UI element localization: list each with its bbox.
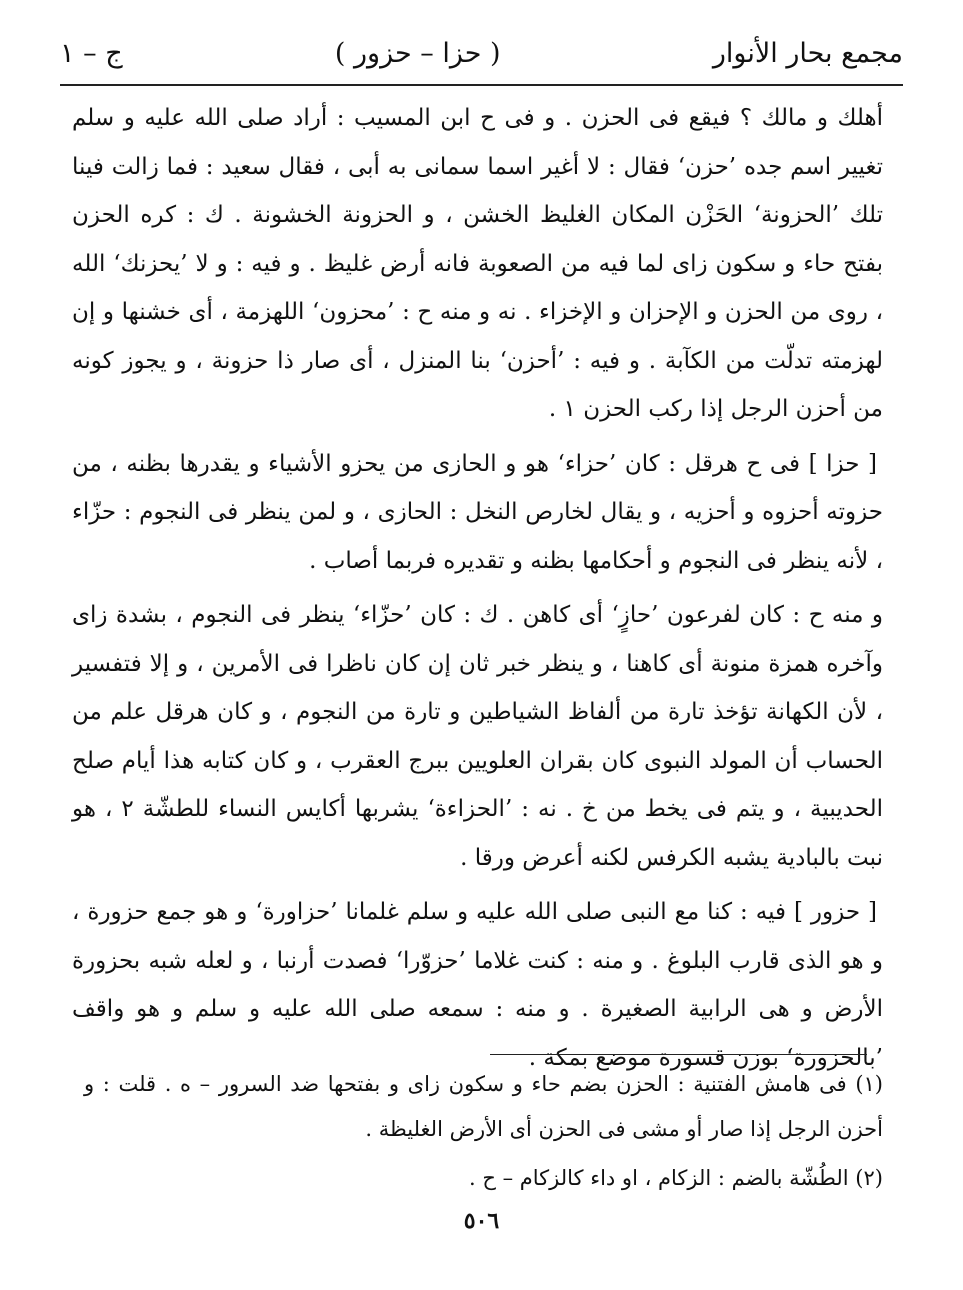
footnotes [84,1062,883,1205]
book-title: مجمع بحار الأنوار [712,37,903,69]
entry-range: ( حزا – حزور ) [334,37,501,69]
header-rule [60,84,903,86]
page-header [60,28,903,78]
entry-hazwar: [ حزور ] فيه : كنا مع النبى صلى الله عليه و سلم غلمانا ’حزاورة‘ و هو جمع حزورة ، و هو الذى قارب البلوغ . و منه : كنت غلاما ’حزوّرا‘ فصدت أرنبا ، و لعله شبه بحزورة الأرض و هى الرابية الصغيرة . و منه : سمعه صلى الله عليه و سلم و هو واقف ’بالحزورة‘ بوزن قسورة موضع بمكة . [72,899,883,1071]
footnote-1: (١) فى هامش الفتنية : الحزن بضم حاء و سكون زاى و بفتحها ضد السرور – ه . قلت : و أحزن الرجل إذا صار أو مشى فى الحزن أى الأرض الغليظة . [84,1072,883,1141]
entry-haza: [ حزا ] فى ح هرقل : كان ’حزاء‘ هو و الحازى من يحزو الأشياء و يقدرها بظنه ، من حزوته أحزوه و أحزيه ، و يقال لخارص النخل : الحازى ، و لمن ينظر فى النجوم : حزّاء ، لأنه ينظر فى النجوم و أحكامها بظنه و تقديره فربما أصاب . [72,450,883,574]
paragraph-haza-continued: و منه ح : كان لفرعون ’حازٍ‘ أى كاهن . ك : كان ’حزّاء‘ ينظر فى النجوم ، بشدة زاى وآخره همزة منونة أى كاهنا ، و ينظر خبر ثان إن كان ناظرا فى الأمرين ، و إلا فتفسير ، لأن الكهانة تؤخذ تارة من ألفاظ الشياطين و تارة من النجوم ، و كان هرقل علم من الحساب أن المولد النبوى كان بقران العلويين ببرج العقرب ، و كان كتابه هذا أيام صلح الحديبية ، و يتم فى يخط من خ . نه : ’الحزاءة‘ يشربها أكايس النساء للطشّة ٢ ، هو نبت بالبادية يشبه الكرفس لكنه أعرض ورقا . [72,602,883,871]
page-number: ٥٠٦ [463,1208,500,1234]
paragraph-hazn: أهلك و مالك ؟ فيقع فى الحزن . و فى ح ابن المسيب : أراد صلى الله عليه و سلم تغيير اسم جده ’حزن‘ فقال : لا أغير اسما سمانى به أبى ، فقال سعيد : فما زالت فينا تلك ’الحزونة‘ الحَزْن المكان الغليظ الخشن ، و الحزونة الخشونة . ك : كره الحزن بفتح حاء و سكون زاى لما فيه من الصعوبة فانه أرض غليظ . و فيه : و لا ’يحزنك‘ الله ، روى من الحزن و الإحزان و الإخزاء . نه و منه ح : ’محزون‘ اللهزمة ، أى خشنها و إن لهزمته تدلّت من الكآبة . و فيه : ’أحزن‘ بنا المنزل ، أى صار ذا حزونة ، و يجوز كونه من أحزن الرجل إذا ركب الحزن ١ . [72,105,883,422]
body-text [72,94,883,1088]
footnote-rule [490,1054,867,1055]
footnote-2: (٢) الطُشّة بالضم : الزكام ، او داء كالزكام – ح . [468,1166,883,1190]
volume-label: ج – ١ [60,37,123,69]
